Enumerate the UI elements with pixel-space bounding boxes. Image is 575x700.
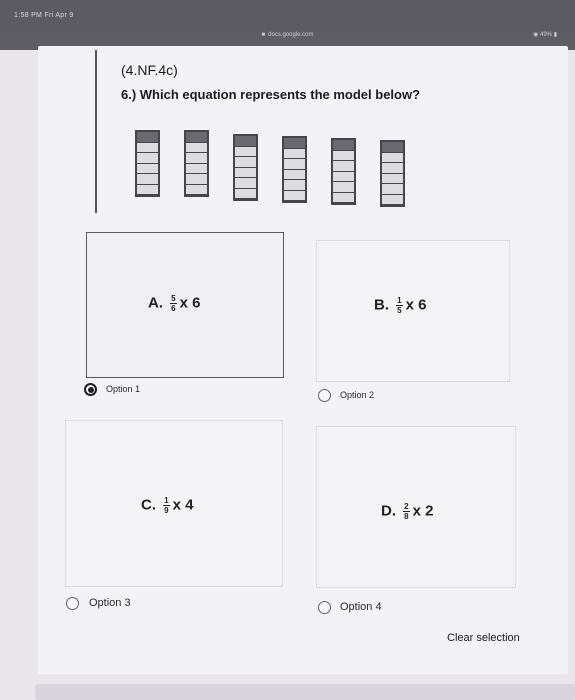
status-time-date: 1:58 PM Fri Apr 9 xyxy=(14,12,74,19)
shaded-part xyxy=(382,142,403,153)
unshaded-part xyxy=(186,164,207,175)
unshaded-part xyxy=(186,174,207,185)
unshaded-part xyxy=(284,170,305,181)
unshaded-part xyxy=(333,182,354,193)
unshaded-part xyxy=(235,168,256,179)
lock-icon: ■ xyxy=(261,32,266,38)
option-1-radio[interactable] xyxy=(84,383,97,396)
equation-multiplier: x 6 xyxy=(405,296,427,314)
unshaded-part xyxy=(137,174,158,185)
question-accent-bar xyxy=(95,50,97,213)
option-1-label[interactable]: Option 1 xyxy=(106,384,141,394)
fraction-denominator: 8 xyxy=(404,512,409,521)
fraction-denominator: 5 xyxy=(397,306,402,315)
equation-letter: D. xyxy=(381,502,396,520)
model-bar xyxy=(331,138,356,205)
question-prompt: 6.) Which equation represents the model below? xyxy=(121,87,421,102)
fraction-denominator: 6 xyxy=(171,304,176,313)
unshaded-part xyxy=(333,172,354,183)
option-3-label[interactable]: Option 3 xyxy=(89,597,131,609)
url-text: docs.google.com xyxy=(268,32,314,38)
option-4-label[interactable]: Option 4 xyxy=(340,601,382,613)
unshaded-part xyxy=(284,159,305,170)
unshaded-part xyxy=(284,149,305,160)
option-3-radio[interactable] xyxy=(66,597,79,610)
unshaded-part xyxy=(186,185,207,196)
unshaded-part xyxy=(333,161,354,172)
fraction-numerator: 1 xyxy=(397,296,402,305)
model-bar xyxy=(184,130,209,197)
unshaded-part xyxy=(333,151,354,162)
unshaded-part xyxy=(382,184,403,195)
equation-c xyxy=(141,496,193,515)
fraction-numerator: 1 xyxy=(164,496,169,505)
model-bar xyxy=(282,136,307,203)
unshaded-part xyxy=(235,157,256,168)
unshaded-part xyxy=(137,164,158,175)
equation-b xyxy=(374,296,426,315)
shaded-part xyxy=(333,140,354,151)
model-bar xyxy=(233,134,258,201)
wifi-icon: ◉ xyxy=(533,32,539,38)
fraction-denominator: 9 xyxy=(164,506,169,515)
unshaded-part xyxy=(382,174,403,185)
model-bar xyxy=(135,130,160,197)
option-4-radio[interactable] xyxy=(318,601,331,614)
option-2-radio[interactable] xyxy=(318,389,331,402)
shaded-part xyxy=(186,132,207,143)
shaded-part xyxy=(235,136,256,147)
unshaded-part xyxy=(137,153,158,164)
fraction-numerator: 5 xyxy=(171,294,176,303)
unshaded-part xyxy=(333,193,354,204)
unshaded-part xyxy=(382,153,403,164)
equation-multiplier: x 6 xyxy=(179,294,201,312)
next-card-edge xyxy=(35,684,575,700)
unshaded-part xyxy=(382,195,403,206)
fraction-numerator: 2 xyxy=(404,502,409,511)
shaded-part xyxy=(284,138,305,149)
equation-fraction xyxy=(403,502,409,521)
clear-selection-link[interactable]: Clear selection xyxy=(447,632,520,644)
option-2-label[interactable]: Option 2 xyxy=(340,390,375,400)
unshaded-part xyxy=(284,191,305,202)
equation-fraction xyxy=(163,496,169,515)
unshaded-part xyxy=(137,185,158,196)
equation-letter: A. xyxy=(148,294,163,312)
battery-indicator xyxy=(533,30,557,40)
equation-a xyxy=(148,294,200,313)
status-bar xyxy=(0,0,575,30)
unshaded-part xyxy=(186,143,207,154)
unshaded-part xyxy=(186,153,207,164)
equation-fraction xyxy=(396,296,402,315)
equation-multiplier: x 4 xyxy=(172,496,194,514)
model-bar xyxy=(380,140,405,207)
unshaded-part xyxy=(137,143,158,154)
unshaded-part xyxy=(235,189,256,200)
standard-code: (4.NF.4c) xyxy=(121,62,178,78)
unshaded-part xyxy=(284,180,305,191)
unshaded-part xyxy=(382,163,403,174)
battery-percent: 49% xyxy=(540,32,553,38)
equation-letter: C. xyxy=(141,496,156,514)
unshaded-part xyxy=(235,147,256,158)
shaded-part xyxy=(137,132,158,143)
equation-multiplier: x 2 xyxy=(412,502,434,520)
equation-letter: B. xyxy=(374,296,389,314)
unshaded-part xyxy=(235,178,256,189)
equation-fraction xyxy=(170,294,176,313)
battery-icon: ▮ xyxy=(553,32,557,38)
equation-d xyxy=(381,502,433,521)
